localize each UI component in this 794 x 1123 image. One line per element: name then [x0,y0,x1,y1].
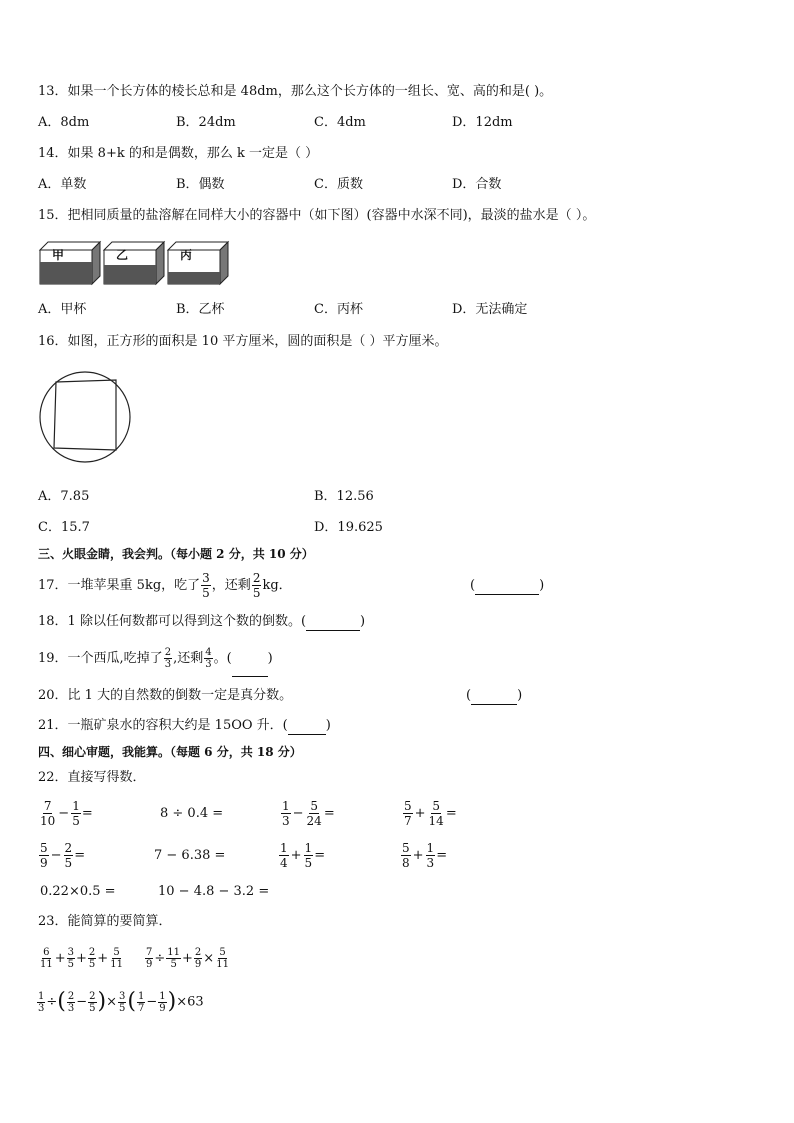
section-4-heading: 四、细心审题，我能算。（每题 6 分，共 18 分） [38,745,302,759]
q19-answer-blank[interactable] [232,642,268,677]
q15-option-a[interactable]: A．甲杯 [38,302,87,317]
q15-containers-figure [38,240,238,288]
q15-option-d[interactable]: D．无法确定 [452,302,528,317]
q16-option-d[interactable]: D．19.625 [314,520,383,535]
q17-text-mid: ，还剩 [211,578,251,593]
q18-answer-blank[interactable] [306,614,360,631]
q13-option-d[interactable]: D．12dm [452,115,513,130]
cup-jia-icon [40,242,100,284]
q19-fraction-left: $\frac{4}{3}$ [205,647,212,670]
section-3-heading: 三、火眼金睛，我会判。（每小题 2 分，共 10 分） [38,547,314,561]
q15-option-b[interactable]: B．乙杯 [176,302,225,317]
q16-circle-square-figure [38,370,134,466]
q22-item-5: $\frac{5}{9}$ − $\frac{2}{5}$ = [40,841,86,870]
q23-expression-3: $\frac{1}{3}$ ÷( $\frac{2}{3}$ − $\frac{2}{5}$ )× $\frac{3}{5}$ ( $\frac{1}{7}$ − $\frac{1}{9}$ )×63 [38,989,204,1014]
q14-option-d[interactable]: D．合数 [452,177,502,192]
q20-answer[interactable]: ( ) [466,688,523,703]
q14-option-b[interactable]: B．偶数 [176,177,225,192]
q14-option-c[interactable]: C．质数 [314,177,363,192]
q16-option-a[interactable]: A．7.85 [38,489,90,504]
q22-item-10: 10 − 4.8 − 3.2 = [158,884,270,899]
cup-label-yi: 乙 [116,248,129,262]
q13-option-b[interactable]: B．24dm [176,115,236,130]
q14-stem: 14．如果 8+k 的和是偶数，那么 k 一定是（ ） [38,146,319,161]
q22-item-8: $\frac{5}{8}$ + $\frac{1}{3}$ = [402,841,448,870]
q17 [38,568,292,604]
q16-option-b[interactable]: B．12.56 [314,489,374,504]
q17-text: 17．一堆苹果重 5kg，吃了 [38,578,201,593]
q22-item-2: 8 ÷ 0.4 = [160,806,224,821]
q21-answer-blank[interactable] [288,718,326,735]
q15-stem: 15．把相同质量的盐溶解在同样大小的容器中（如下图）(容器中水深不同)，最淡的盐水是（ ）。 [38,208,596,223]
q22-item-7: $\frac{1}{4}$ + $\frac{1}{5}$ = [280,841,326,870]
q19: 19．一个西瓜,吃掉了 $\frac{2}{3}$ ,还剩 $\frac{4}{3}$ 。( ) [38,642,273,677]
cup-label-bing: 丙 [180,248,193,262]
q22-item-3: $\frac{1}{3}$ − $\frac{5}{24}$ = [282,799,335,828]
q13-option-a[interactable]: A．8dm [38,115,90,130]
q17-fraction-eaten: $\frac{3}{5}$ [202,571,210,600]
q17-answer[interactable]: ( ) [470,578,545,593]
cup-bing-icon [168,242,228,284]
q16-stem: 16．如图，正方形的面积是 10 平方厘米，圆的面积是（ ）平方厘米。 [38,334,448,349]
q23-expression-2: $\frac{7}{9}$ ÷ $\frac{11}{5}$ + $\frac{2}{9}$ × $\frac{5}{11}$ [146,947,229,970]
q22-item-4: $\frac{5}{7}$ + $\frac{5}{14}$ = [404,799,457,828]
q22-item-1: $\frac{7}{10}$ − $\frac{1}{5}$ = [40,799,93,828]
q20-text: 20．比 1 大的自然数的倒数一定是真分数。 [38,688,293,703]
q21: 21．一瓶矿泉水的容积大约是 15OO 升．( ) [38,718,331,733]
q23-expression-1: $\frac{6}{11}$ + $\frac{3}{5}$ + $\frac{2}{5}$ + $\frac{5}{11}$ [40,947,123,970]
q14-option-a[interactable]: A．单数 [38,177,87,192]
q18: 18．1 除以任何数都可以得到这个数的倒数。( ) [38,614,366,629]
q15-option-c[interactable]: C．丙杯 [314,302,363,317]
q22-item-9: 0.22×0.5 = [40,884,116,899]
q22-title: 22．直接写得数． [38,770,146,785]
q17-fraction-left: $\frac{2}{5}$ [252,571,261,600]
q13-stem: 13．如果一个长方体的棱长总和是 48dm，那么这个长方体的一组长、宽、高的和是( )。 [38,84,553,99]
q22-item-6: 7 − 6.38 = [154,848,226,863]
cup-yi-icon [104,242,164,284]
q19-fraction-eaten: $\frac{2}{3}$ [164,647,172,670]
q16-option-c[interactable]: C．15.7 [38,520,90,535]
q23-title: 23．能简算的要简算． [38,914,172,929]
cup-label-jia: 甲 [52,248,65,262]
q13-option-c[interactable]: C．4dm [314,115,366,130]
q17-text-end: kg． [262,578,292,593]
